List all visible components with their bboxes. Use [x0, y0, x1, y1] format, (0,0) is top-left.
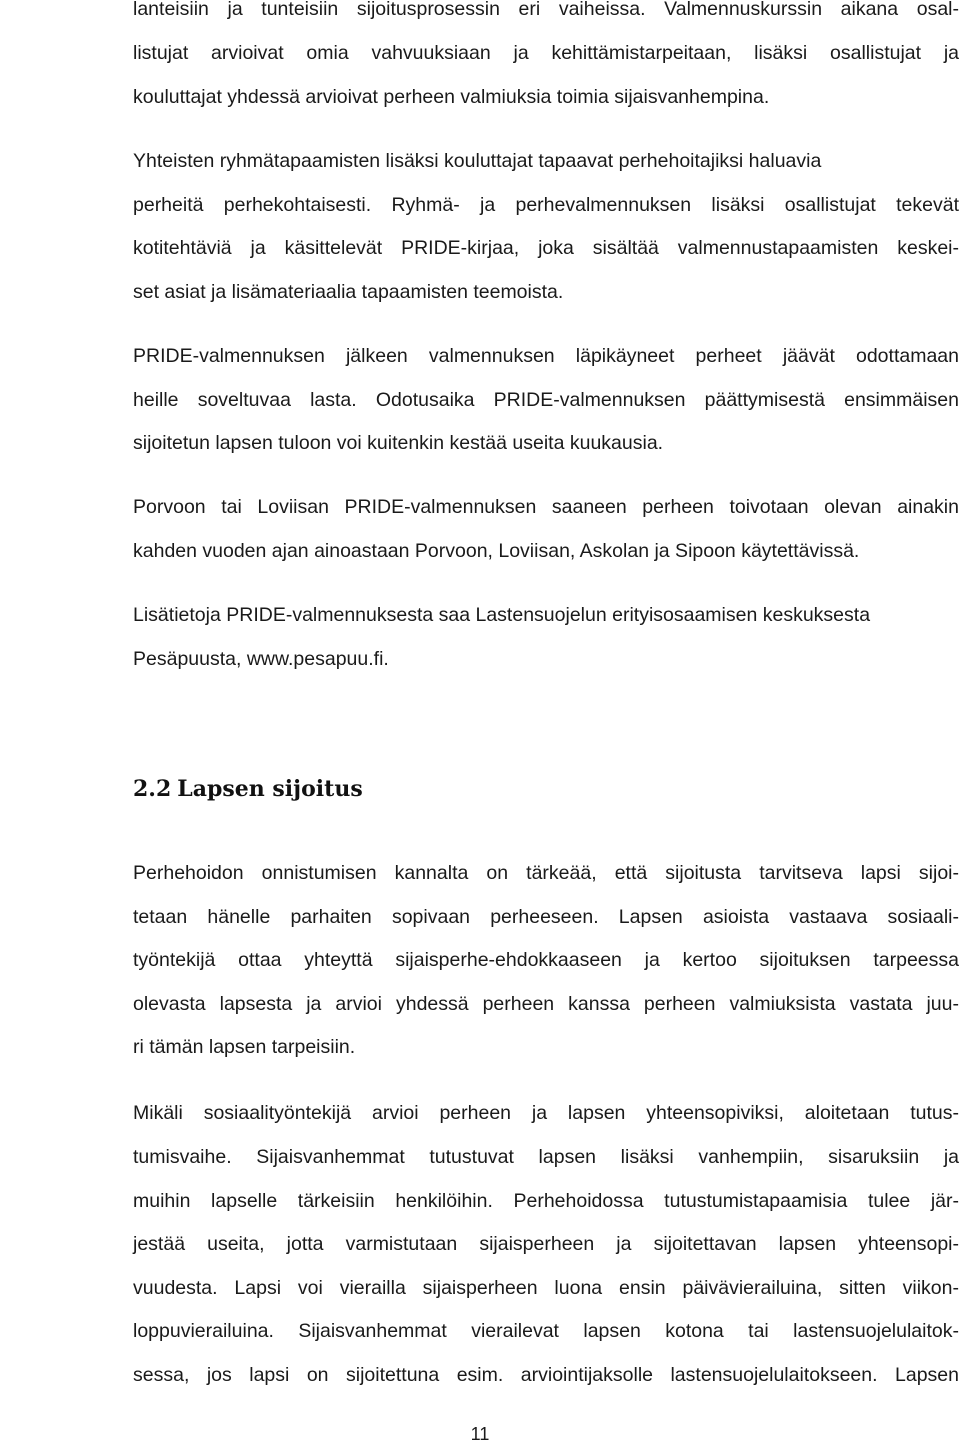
section-number: 2.2	[133, 776, 172, 802]
section-title: Lapsen sijoitus	[177, 776, 363, 802]
paragraph-line: kouluttajat yhdessä arvioivat perheen valmiuksia toimia sijaisvanhempina.	[133, 86, 770, 108]
paragraph-line: listujat arvioivat omia vahvuuksiaan ja kehittämistarpeitaan, lisäksi osallistujat ja	[133, 42, 959, 64]
paragraph-line: olevasta lapsesta ja arvioi yhdessä perheen kanssa perheen valmiuksista vastata juu-	[133, 993, 959, 1015]
section-heading	[133, 774, 363, 804]
paragraph-line: ri tämän lapsen tarpeisiin.	[133, 1036, 356, 1058]
paragraph-line: set asiat ja lisämateriaalia tapaamisten teemoista.	[133, 281, 564, 303]
page-number: 11	[470, 1424, 490, 1444]
paragraph-line: Pesäpuusta, www.pesapuu.fi.	[133, 648, 389, 670]
paragraph-line: heille soveltuvaa lasta. Odotusaika PRIDE-valmennuksen päättymisestä ensimmäisen	[133, 389, 959, 411]
paragraph-line: kahden vuoden ajan ainoastaan Porvoon, Loviisan, Askolan ja Sipoon käytettävissä.	[133, 540, 860, 562]
paragraph-line: loppuvierailuina. Sijaisvanhemmat vierailevat lapsen kotona tai lastensuojelulaitok-	[133, 1320, 959, 1342]
paragraph-line: sessa, jos lapsi on sijoitettuna esim. arviointijaksolle lastensuojelulaitokseen. Lapsen	[133, 1364, 959, 1386]
paragraph-line: muihin lapselle tärkeisiin henkilöihin. Perhehoidossa tutustumistapaamisia tulee jär-	[133, 1190, 959, 1212]
paragraph-line: Yhteisten ryhmätapaamisten lisäksi kouluttajat tapaavat perhehoitajiksi haluavia	[133, 150, 822, 172]
paragraph-line: jestää useita, jotta varmistutaan sijaisperheen ja sijoitettavan lapsen yhteensopi-	[133, 1233, 959, 1255]
paragraph-line: sijoitetun lapsen tuloon voi kuitenkin kestää useita kuukausia.	[133, 432, 664, 454]
paragraph-line: Lisätietoja PRIDE-valmennuksesta saa Lastensuojelun erityisosaamisen keskuksesta	[133, 604, 871, 626]
paragraph-line: Porvoon tai Loviisan PRIDE-valmennuksen saaneen perheen toivotaan olevan ainakin	[133, 496, 959, 518]
paragraph-line: lanteisiin ja tunteisiin sijoitusprosessin eri vaiheissa. Valmennuskurssin aikana osal-	[133, 0, 959, 20]
paragraph-line: Perhehoidon onnistumisen kannalta on tärkeää, että sijoitusta tarvitseva lapsi sijoi-	[133, 862, 959, 884]
paragraph-line: perheitä perhekohtaisesti. Ryhmä- ja perhevalmennuksen lisäksi osallistujat tekevät	[133, 194, 959, 216]
paragraph-line: työntekijä ottaa yhteyttä sijaisperhe-ehdokkaaseen ja kertoo sijoituksen tarpeessa	[133, 949, 959, 971]
paragraph-line: vuudesta. Lapsi voi vierailla sijaisperheen luona ensin päivävierailuina, sitten viikon-	[133, 1277, 959, 1299]
paragraph-line: tumisvaihe. Sijaisvanhemmat tutustuvat lapsen lisäksi vanhempiin, sisaruksiin ja	[133, 1146, 959, 1168]
paragraph-line: kotitehtäviä ja käsittelevät PRIDE-kirjaa, joka sisältää valmennustapaamisten keskei-	[133, 237, 959, 259]
paragraph-line: tetaan hänelle parhaiten sopivaan perheeseen. Lapsen asioista vastaava sosiaali-	[133, 906, 959, 928]
paragraph-line: PRIDE-valmennuksen jälkeen valmennuksen läpikäyneet perheet jäävät odottamaan	[133, 345, 959, 367]
paragraph-line: Mikäli sosiaalityöntekijä arvioi perheen ja lapsen yhteensopiviksi, aloitetaan tutus-	[133, 1102, 959, 1124]
